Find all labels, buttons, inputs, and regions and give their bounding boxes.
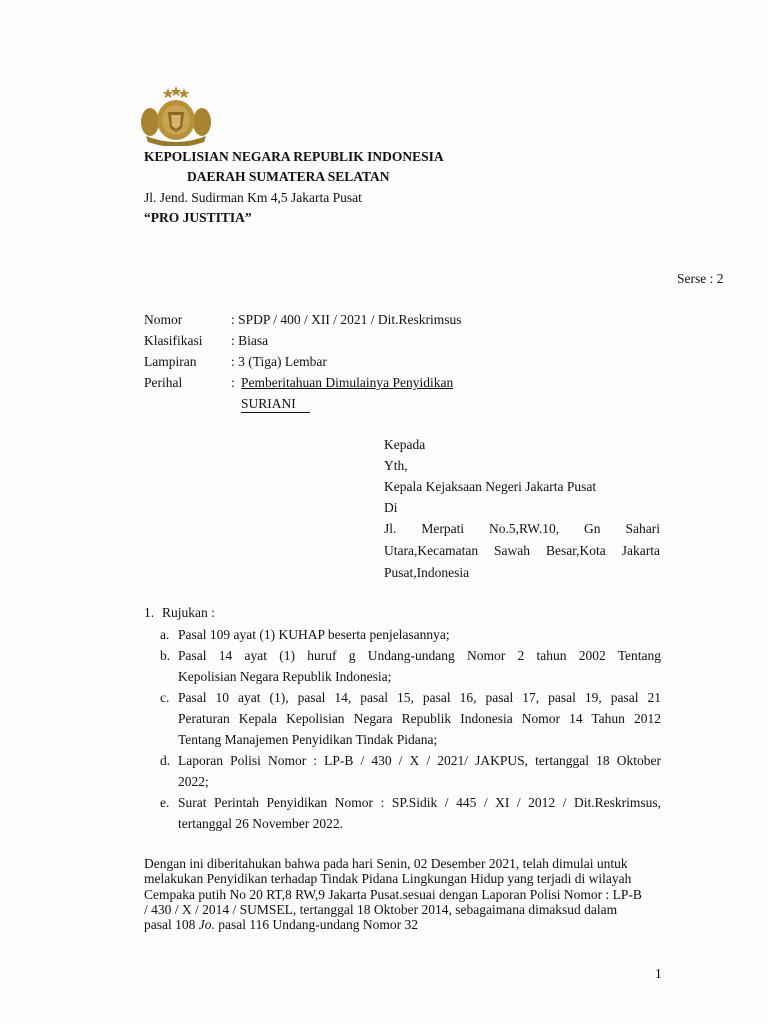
recipient-kepada: Kepada [384,437,426,452]
institution-address: Jl. Jend. Sudirman Km 4,5 Jakarta Pusat [144,190,362,205]
body-paragraph [144,856,644,932]
page-number: 1 [655,966,662,981]
body-text-end: pasal 116 Undang-undang Nomor 32 [214,917,418,933]
list-item-line: Pasal 14 ayat (1) huruf g Undang-undang Nomor 2 tahun 2002 Tentang [178,648,661,663]
perihal-colon: : [231,375,235,390]
klasifikasi-label: Klasifikasi [144,333,203,348]
recipient-name: Kepala Kejaksaan Negeri Jakarta Pusat [384,479,597,494]
perihal-value: Pemberitahuan Dimulainya Penyidikan [241,375,454,390]
list-item-line: Pasal 10 ayat (1), pasal 14, pasal 15, pasal 16, pasal 17, pasal 19, pasal 21 [178,690,661,705]
list-item-line: 2022; [178,774,209,789]
list-item-line: Pasal 109 ayat (1) KUHAP beserta penjelasannya; [178,627,450,642]
nomor-label: Nomor [144,312,183,327]
police-emblem-logo [138,86,212,146]
serial-number: Serse : 2 [677,271,724,286]
recipient-di: Di [384,500,398,515]
list-marker: e. [160,795,170,810]
recipient-address-line3: Pusat,Indonesia [384,565,470,580]
nomor-value: : SPDP / 400 / XII / 2021 / Dit.Reskrimsus [231,312,462,327]
section-number: 1. [144,605,155,620]
list-item-line: tertanggal 26 November 2022. [178,816,343,831]
institution-name: KEPOLISIAN NEGARA REPUBLIK INDONESIA [144,149,444,164]
perihal-subject: SURIANI [241,396,310,413]
lampiran-label: Lampiran [144,354,197,369]
list-item-line: Tentang Manajemen Penyidikan Tindak Pidana; [178,732,438,747]
list-marker: a. [160,627,170,642]
list-marker: d. [160,753,171,768]
list-item-line: Kepolisian Negara Republik Indonesia; [178,669,392,684]
region-name: DAERAH SUMATERA SELATAN [187,169,390,184]
list-marker: b. [160,648,171,663]
recipient-address-line1: Jl. Merpati No.5,RW.10, Gn Sahari [384,521,660,536]
lampiran-value: : 3 (Tiga) Lembar [231,354,327,369]
klasifikasi-value: : Biasa [231,333,269,348]
list-item-line: Laporan Polisi Nomor : LP-B / 430 / X / 2021/ JAKPUS, tertanggal 18 Oktober [178,753,661,768]
list-item-line: Surat Perintah Penyidikan Nomor : SP.Sidik / 445 / XI / 2012 / Dit.Reskrimsus, [178,795,661,810]
list-item-line: Peraturan Kepala Kepolisian Negara Republik Indonesia Nomor 14 Tahun 2012 [178,711,661,726]
recipient-yth: Yth, [384,458,408,473]
motto: “PRO JUSTITIA” [144,210,252,225]
list-marker: c. [160,690,170,705]
section-title: Rujukan : [162,605,215,620]
body-text: Dengan ini diberitahukan bahwa pada hari Senin, 02 Desember 2021, telah dimulai untuk melakukan Penyidikan terhadap Tindak Pidana Lingkungan Hidup yang terjadi di wilayah Cempaka putih No 20 RT,8 RW,9 Jakarta Pusat.sesuai dengan Laporan Polisi Nomor : LP-B / 430 / X / 2014 / SUMSEL, tertanggal 18 Oktober 2014, sebagaimana dimaksud dalam pasal 108 [144,856,642,933]
recipient-address-line2: Utara,Kecamatan Sawah Besar,Kota Jakarta [384,543,660,558]
body-italic-text: Jo. [198,917,215,933]
perihal-label: Perihal [144,375,183,390]
